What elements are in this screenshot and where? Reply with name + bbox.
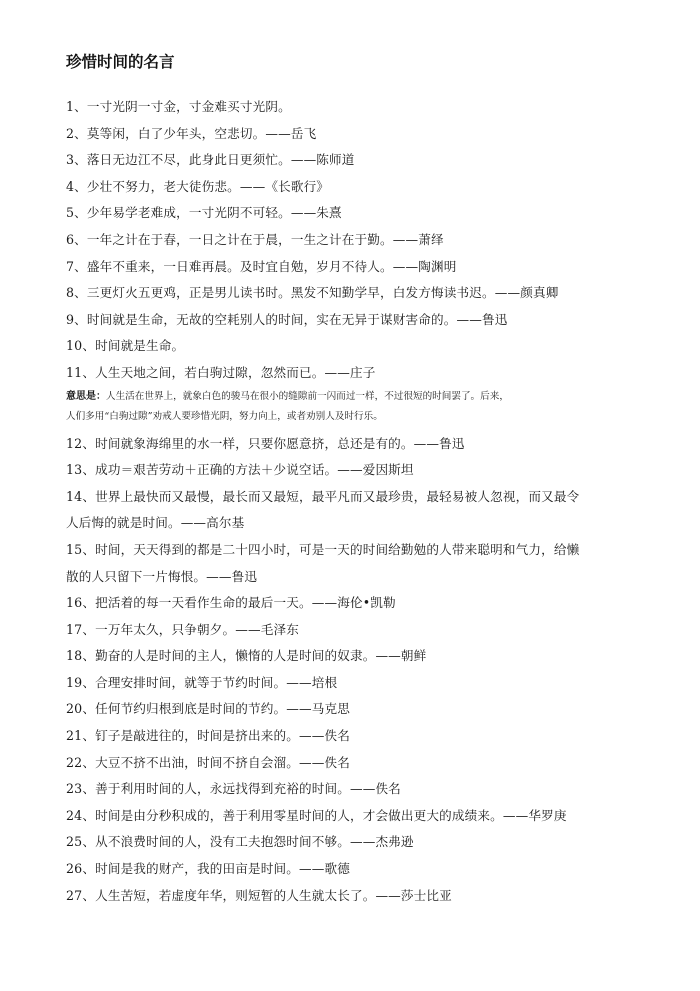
quote-14-continued: 人后悔的就是时间。——高尔基 xyxy=(66,515,245,531)
quote-13: 13、成功＝艰苦劳动＋正确的方法＋少说空话。——爱因斯坦 xyxy=(66,462,414,478)
quote-list xyxy=(66,94,666,909)
quote-22: 22、大豆不挤不出油，时间不挤自会溜。——佚名 xyxy=(66,754,350,770)
quote-10: 10、时间就是生命。 xyxy=(66,338,185,354)
quote-21: 21、钉子是敲进往的，时间是挤出来的。——佚名 xyxy=(66,728,350,744)
explanation-label: 意思是： xyxy=(66,390,106,402)
quote-27: 27、人生苦短，若虚度年华，则短暂的人生就太长了。——莎士比亚 xyxy=(66,887,452,903)
quote-4: 4、少壮不努力，老大徒伤悲。——《长歌行》 xyxy=(66,178,330,194)
quote-23: 23、善于利用时间的人，永远找得到充裕的时间。——佚名 xyxy=(66,781,401,797)
quote-26: 26、时间是我的财产，我的田亩是时间。——歌德 xyxy=(66,861,350,877)
quote-15-continued: 散的人只留下一片悔恨。——鲁迅 xyxy=(66,568,258,584)
explanation-line-1: 意思是：人生活在世界上，就象白色的骏马在很小的缝隙前一闪而过一样，不过很短的时间罢了。后来， xyxy=(66,390,509,402)
quote-16: 16、把活着的每一天看作生命的最后一天。——海伦•凯勒 xyxy=(66,595,396,611)
quote-1: 1、一寸光阴一寸金，寸金难买寸光阴。 xyxy=(66,99,291,114)
quote-5: 5、少年易学老难成，一寸光阴不可轻。——朱熹 xyxy=(66,205,342,221)
quote-7: 7、盛年不重来，一日难再晨。及时宜自勉，岁月不待人。——陶渊明 xyxy=(66,258,457,274)
page-title: 珍惜时间的名言 xyxy=(66,53,175,71)
quote-9: 9、时间就是生命，无故的空耗别人的时间，实在无异于谋财害命的。——鲁迅 xyxy=(66,311,508,327)
quote-18: 18、勤奋的人是时间的主人，懒惰的人是时间的奴隶。——朝鲜 xyxy=(66,648,427,664)
quote-3: 3、落日无边江不尽，此身此日更须忙。——陈师道 xyxy=(66,152,355,168)
quote-12: 12、时间就象海绵里的水一样，只要你愿意挤，总还是有的。——鲁迅 xyxy=(66,435,465,451)
explanation-line-2: 人们多用“白驹过隙”劝戒人要珍惜光阴，努力向上，或者劝别人及时行乐。 xyxy=(66,410,383,422)
quote-11: 11、人生天地之间，若白驹过隙，忽然而已。——庄子 xyxy=(66,364,376,380)
quote-25: 25、从不浪费时间的人，没有工夫抱怨时间不够。——杰弗逊 xyxy=(66,834,414,850)
quote-17: 17、一万年太久，只争朝夕。——毛泽东 xyxy=(66,621,299,637)
quote-14: 14、世界上最快而又最慢，最长而又最短，最平凡而又最珍贵，最轻易被人忽视，而又最令 xyxy=(66,488,580,504)
quote-15: 15、时间，天天得到的都是二十四小时，可是一天的时间给勤勉的人带来聪明和气力，给懒 xyxy=(66,541,580,557)
quote-19: 19、合理安排时间，就等于节约时间。——培根 xyxy=(66,674,338,690)
quote-2: 2、莫等闲，白了少年头，空悲切。——岳飞 xyxy=(66,125,317,141)
quote-24: 24、时间是由分秒积成的，善于利用零星时间的人，才会做出更大的成绩来。——华罗庚 xyxy=(66,807,567,823)
quote-20: 20、任何节约归根到底是时间的节约。——马克思 xyxy=(66,701,350,717)
quote-6: 6、一年之计在于春，一日之计在于晨，一生之计在于勤。——萧绎 xyxy=(66,231,444,247)
quote-8: 8、三更灯火五更鸡，正是男儿读书时。黑发不知勤学早，白发方悔读书迟。——颜真卿 xyxy=(66,285,559,301)
